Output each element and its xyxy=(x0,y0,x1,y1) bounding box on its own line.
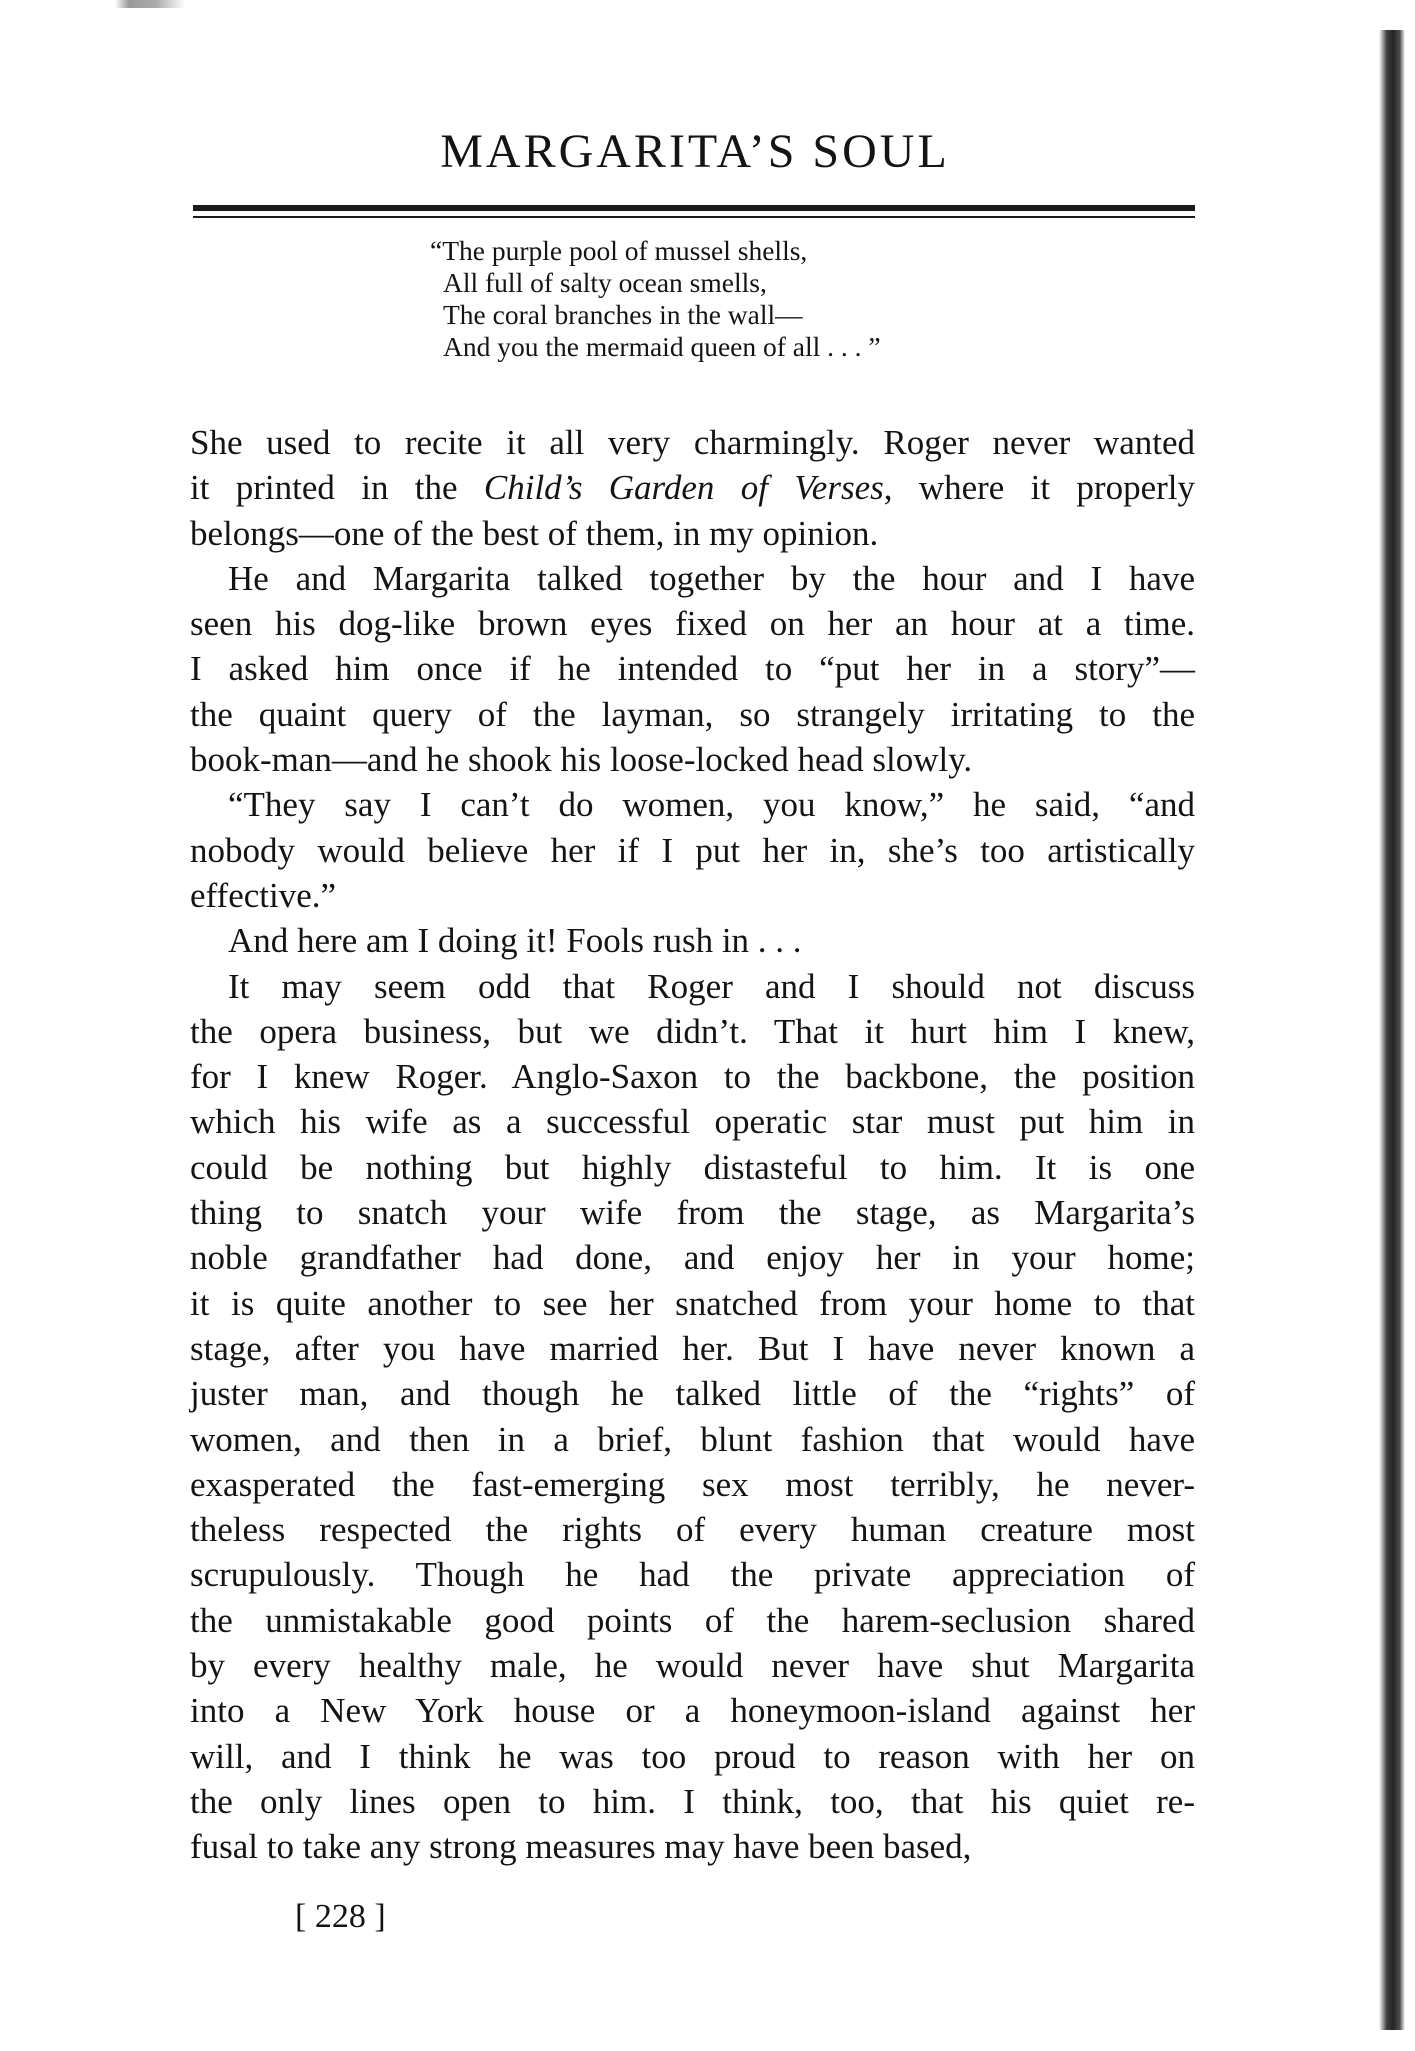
page-number: [ 228 ] xyxy=(295,1898,386,1935)
running-head: MARGARITA’S SOUL xyxy=(440,125,950,178)
paragraph-line: effective.” xyxy=(190,875,337,915)
paragraph-line: fusal to take any strong measures may have been based, xyxy=(190,1827,972,1867)
paragraph-first-line: He and Margarita talked together by the hour and I have xyxy=(228,558,1195,598)
scan-artifact xyxy=(115,0,185,8)
paragraph-line: scrupulously. Though he had the private appreciation of xyxy=(190,1555,1195,1595)
verse-quotation xyxy=(430,235,881,363)
paragraph-line: the unmistakable good points of the harem-seclusion shared xyxy=(190,1600,1195,1640)
binding-shadow xyxy=(1379,30,1405,2030)
paragraph-line: by every healthy male, he would never have shut Margarita xyxy=(190,1646,1195,1686)
paragraph-line: for I knew Roger. Anglo-Saxon to the backbone, the position xyxy=(190,1057,1195,1097)
header-rule-thick xyxy=(193,205,1195,211)
paragraph-first-line: It may seem odd that Roger and I should not discuss xyxy=(228,966,1195,1006)
paragraph-line: book-man—and he shook his loose-locked head slowly. xyxy=(190,740,973,780)
paragraph-line: the only lines open to him. I think, too, that his quiet re- xyxy=(190,1781,1195,1821)
paragraph-line: the quaint query of the layman, so strangely irritating to the xyxy=(190,694,1195,734)
paragraph-line: I asked him once if he intended to “put her in a story”— xyxy=(190,649,1195,689)
verse-line: All full of salty ocean smells, xyxy=(443,267,767,298)
verse-line: The coral branches in the wall— xyxy=(443,299,803,330)
paragraph-line: thing to snatch your wife from the stage, as Margarita’s xyxy=(190,1193,1195,1233)
paragraph-line: theless respected the rights of every human creature most xyxy=(190,1510,1195,1550)
verse-line: And you the mermaid queen of all . . . ” xyxy=(443,331,881,362)
paragraph-line: noble grandfather had done, and enjoy her in your home; xyxy=(190,1238,1195,1278)
paragraph-line: belongs—one of the best of them, in my opinion. xyxy=(190,513,879,553)
paragraph-line: stage, after you have married her. But I have never known a xyxy=(190,1328,1195,1368)
paragraph-line: juster man, and though he talked little of the “rights” of xyxy=(190,1374,1195,1414)
body-text xyxy=(190,420,1195,1870)
paragraph-line: seen his dog-like brown eyes fixed on her an hour at a time. xyxy=(190,604,1195,644)
paragraph-line: could be nothing but highly distasteful to him. It is one xyxy=(190,1147,1195,1187)
paragraph-first-line: “They say I can’t do women, you know,” he said, “and xyxy=(228,785,1195,825)
paragraph-line: will, and I think he was too proud to reason with her on xyxy=(190,1736,1195,1776)
paragraph-line: it is quite another to see her snatched from your home to that xyxy=(190,1283,1195,1323)
book-title: Child’s Garden of Verses xyxy=(483,468,884,508)
paragraph-line: into a New York house or a honeymoon-island against her xyxy=(190,1691,1195,1731)
paragraph-first-line: She used to recite it all very charmingly. Roger never wanted xyxy=(190,423,1195,462)
paragraph-line: women, and then in a brief, blunt fashion that would have xyxy=(190,1419,1195,1459)
paragraph-line: the opera business, but we didn’t. That it hurt him I knew, xyxy=(190,1011,1195,1051)
verse-line: “The purple pool of mussel shells, xyxy=(430,235,808,266)
header-rule-thin xyxy=(193,216,1195,218)
paragraph-first-line: And here am I doing it! Fools rush in . . . xyxy=(228,921,802,961)
paragraph-line: exasperated the fast-emerging sex most terribly, he never- xyxy=(190,1464,1195,1504)
paragraph-line: nobody would believe her if I put her in, she’s too artistically xyxy=(190,830,1195,870)
paragraph-line: which his wife as a successful operatic star must put him in xyxy=(190,1102,1195,1142)
paragraph-line: it printed in the Child’s Garden of Verses, where it properly xyxy=(190,468,1195,508)
